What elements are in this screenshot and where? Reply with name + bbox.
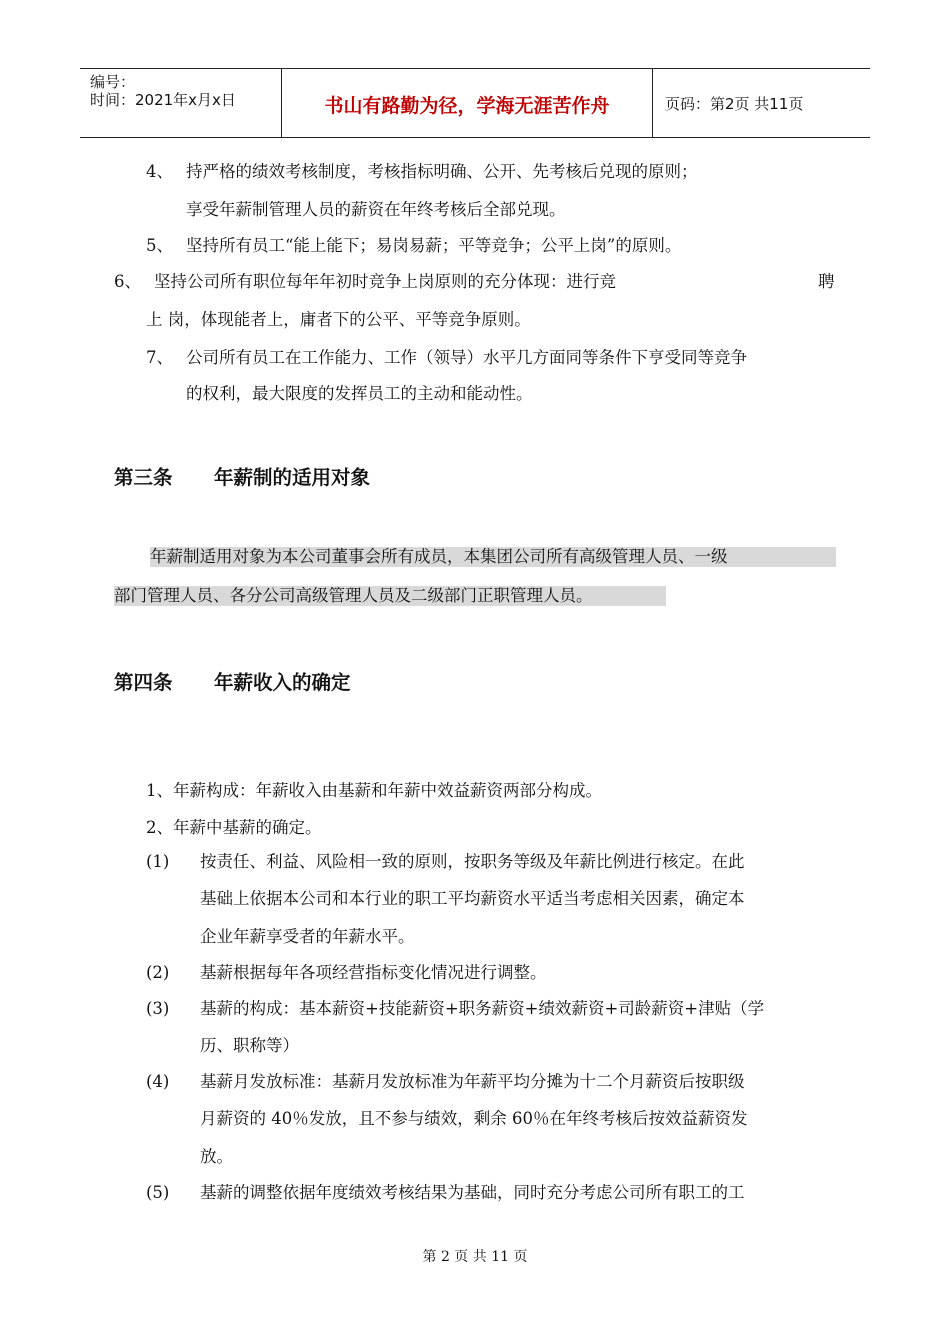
- sub-1-number: (1): [146, 852, 170, 871]
- sub-4-line2: 月薪资的 40％发放，且不参与绩效，剩余 60％在年终考核后按效益薪资发: [200, 1109, 748, 1128]
- header-motto-cell: [282, 69, 653, 137]
- document-header: [80, 68, 870, 138]
- principle-4-number: 4、: [146, 162, 173, 181]
- principle-6-line1-end: 聘: [818, 272, 835, 291]
- sub-3-line1: 基薪的构成：基本薪资+技能薪资+职务薪资+绩效薪资+司龄薪资+津贴（学: [200, 999, 765, 1018]
- header-page-cell: [653, 69, 870, 137]
- principle-6-line2: 上 岗，体现能者上，庸者下的公平、平等竞争原则。: [146, 310, 531, 329]
- page-info: 页码：第2页 共11页: [665, 95, 804, 113]
- article-3-line1: 年薪制适用对象为本公司董事会所有成员，本集团公司所有高级管理人员、一级: [150, 547, 836, 567]
- header-meta-cell: [80, 69, 282, 137]
- article-4-title: 年薪收入的确定: [214, 671, 351, 694]
- sub-1-line1: 按责任、利益、风险相一致的原则，按职务等级及年薪比例进行核定。在此: [200, 852, 745, 871]
- page-footer: 第 2 页 共 11 页: [422, 1249, 528, 1265]
- sub-2-line1: 基薪根据每年各项经营指标变化情况进行调整。: [200, 963, 547, 982]
- principle-5-number: 5、: [146, 236, 173, 255]
- sub-4-line1: 基薪月发放标准：基薪月发放标准为年薪平均分摊为十二个月薪资后按职级: [200, 1072, 745, 1091]
- principle-6-line1: 坚持公司所有职位每年年初时竞争上岗原则的充分体现：进行竞: [154, 272, 616, 291]
- principle-7-line1: 公司所有员工在工作能力、工作（领导）水平几方面同等条件下亨受同等竞争: [186, 348, 747, 367]
- number-label: 编号：: [90, 73, 136, 91]
- principle-4-line1: 持严格的绩效考核制度，考核指标明确、公开、先考核后兑现的原则；: [186, 162, 698, 181]
- sub-3-number: (3): [146, 999, 170, 1018]
- sub-4-line3: 放。: [200, 1147, 233, 1166]
- sub-5-line1: 基薪的调整依据年度绩效考核结果为基础，同时充分考虑公司所有职工的工: [200, 1183, 745, 1202]
- sub-2-number: (2): [146, 963, 170, 982]
- sub-4-number: (4): [146, 1072, 170, 1091]
- sub-5-number: (5): [146, 1183, 170, 1202]
- time-label: 时间：2021年x月x日: [90, 91, 236, 109]
- principle-6-number: 6、: [114, 272, 141, 291]
- principle-5-line1: 坚持所有员工“能上能下；易岗易薪；平等竞争；公平上岗”的原则。: [186, 236, 682, 255]
- sub-3-line2: 历、职称等）: [200, 1036, 299, 1055]
- sub-1-line2: 基础上依据本公司和本行业的职工平均薪资水平适当考虑相关因素，确定本: [200, 889, 745, 908]
- article-4-item-2: 2、年薪中基薪的确定。: [146, 818, 322, 837]
- principle-7-number: 7、: [146, 348, 173, 367]
- article-3-number: 第三条: [114, 466, 173, 489]
- principle-7-line2: 的权利，最大限度的发挥员工的主动和能动性。: [186, 384, 533, 403]
- article-3-title: 年薪制的适用对象: [214, 466, 371, 489]
- principle-4-line2: 享受年薪制管理人员的薪资在年终考核后全部兑现。: [186, 200, 566, 219]
- article-4-item-1: 1、年薪构成：年薪收入由基薪和年薪中效益薪资两部分构成。: [146, 781, 602, 800]
- motto: 书山有路勤为径，学海无涯苦作舟: [324, 95, 610, 117]
- article-4-number: 第四条: [114, 671, 173, 694]
- sub-1-line3: 企业年薪享受者的年薪水平。: [200, 927, 415, 946]
- article-3-line2: 部门管理人员、各分公司高级管理人员及二级部门正职管理人员。: [114, 586, 666, 606]
